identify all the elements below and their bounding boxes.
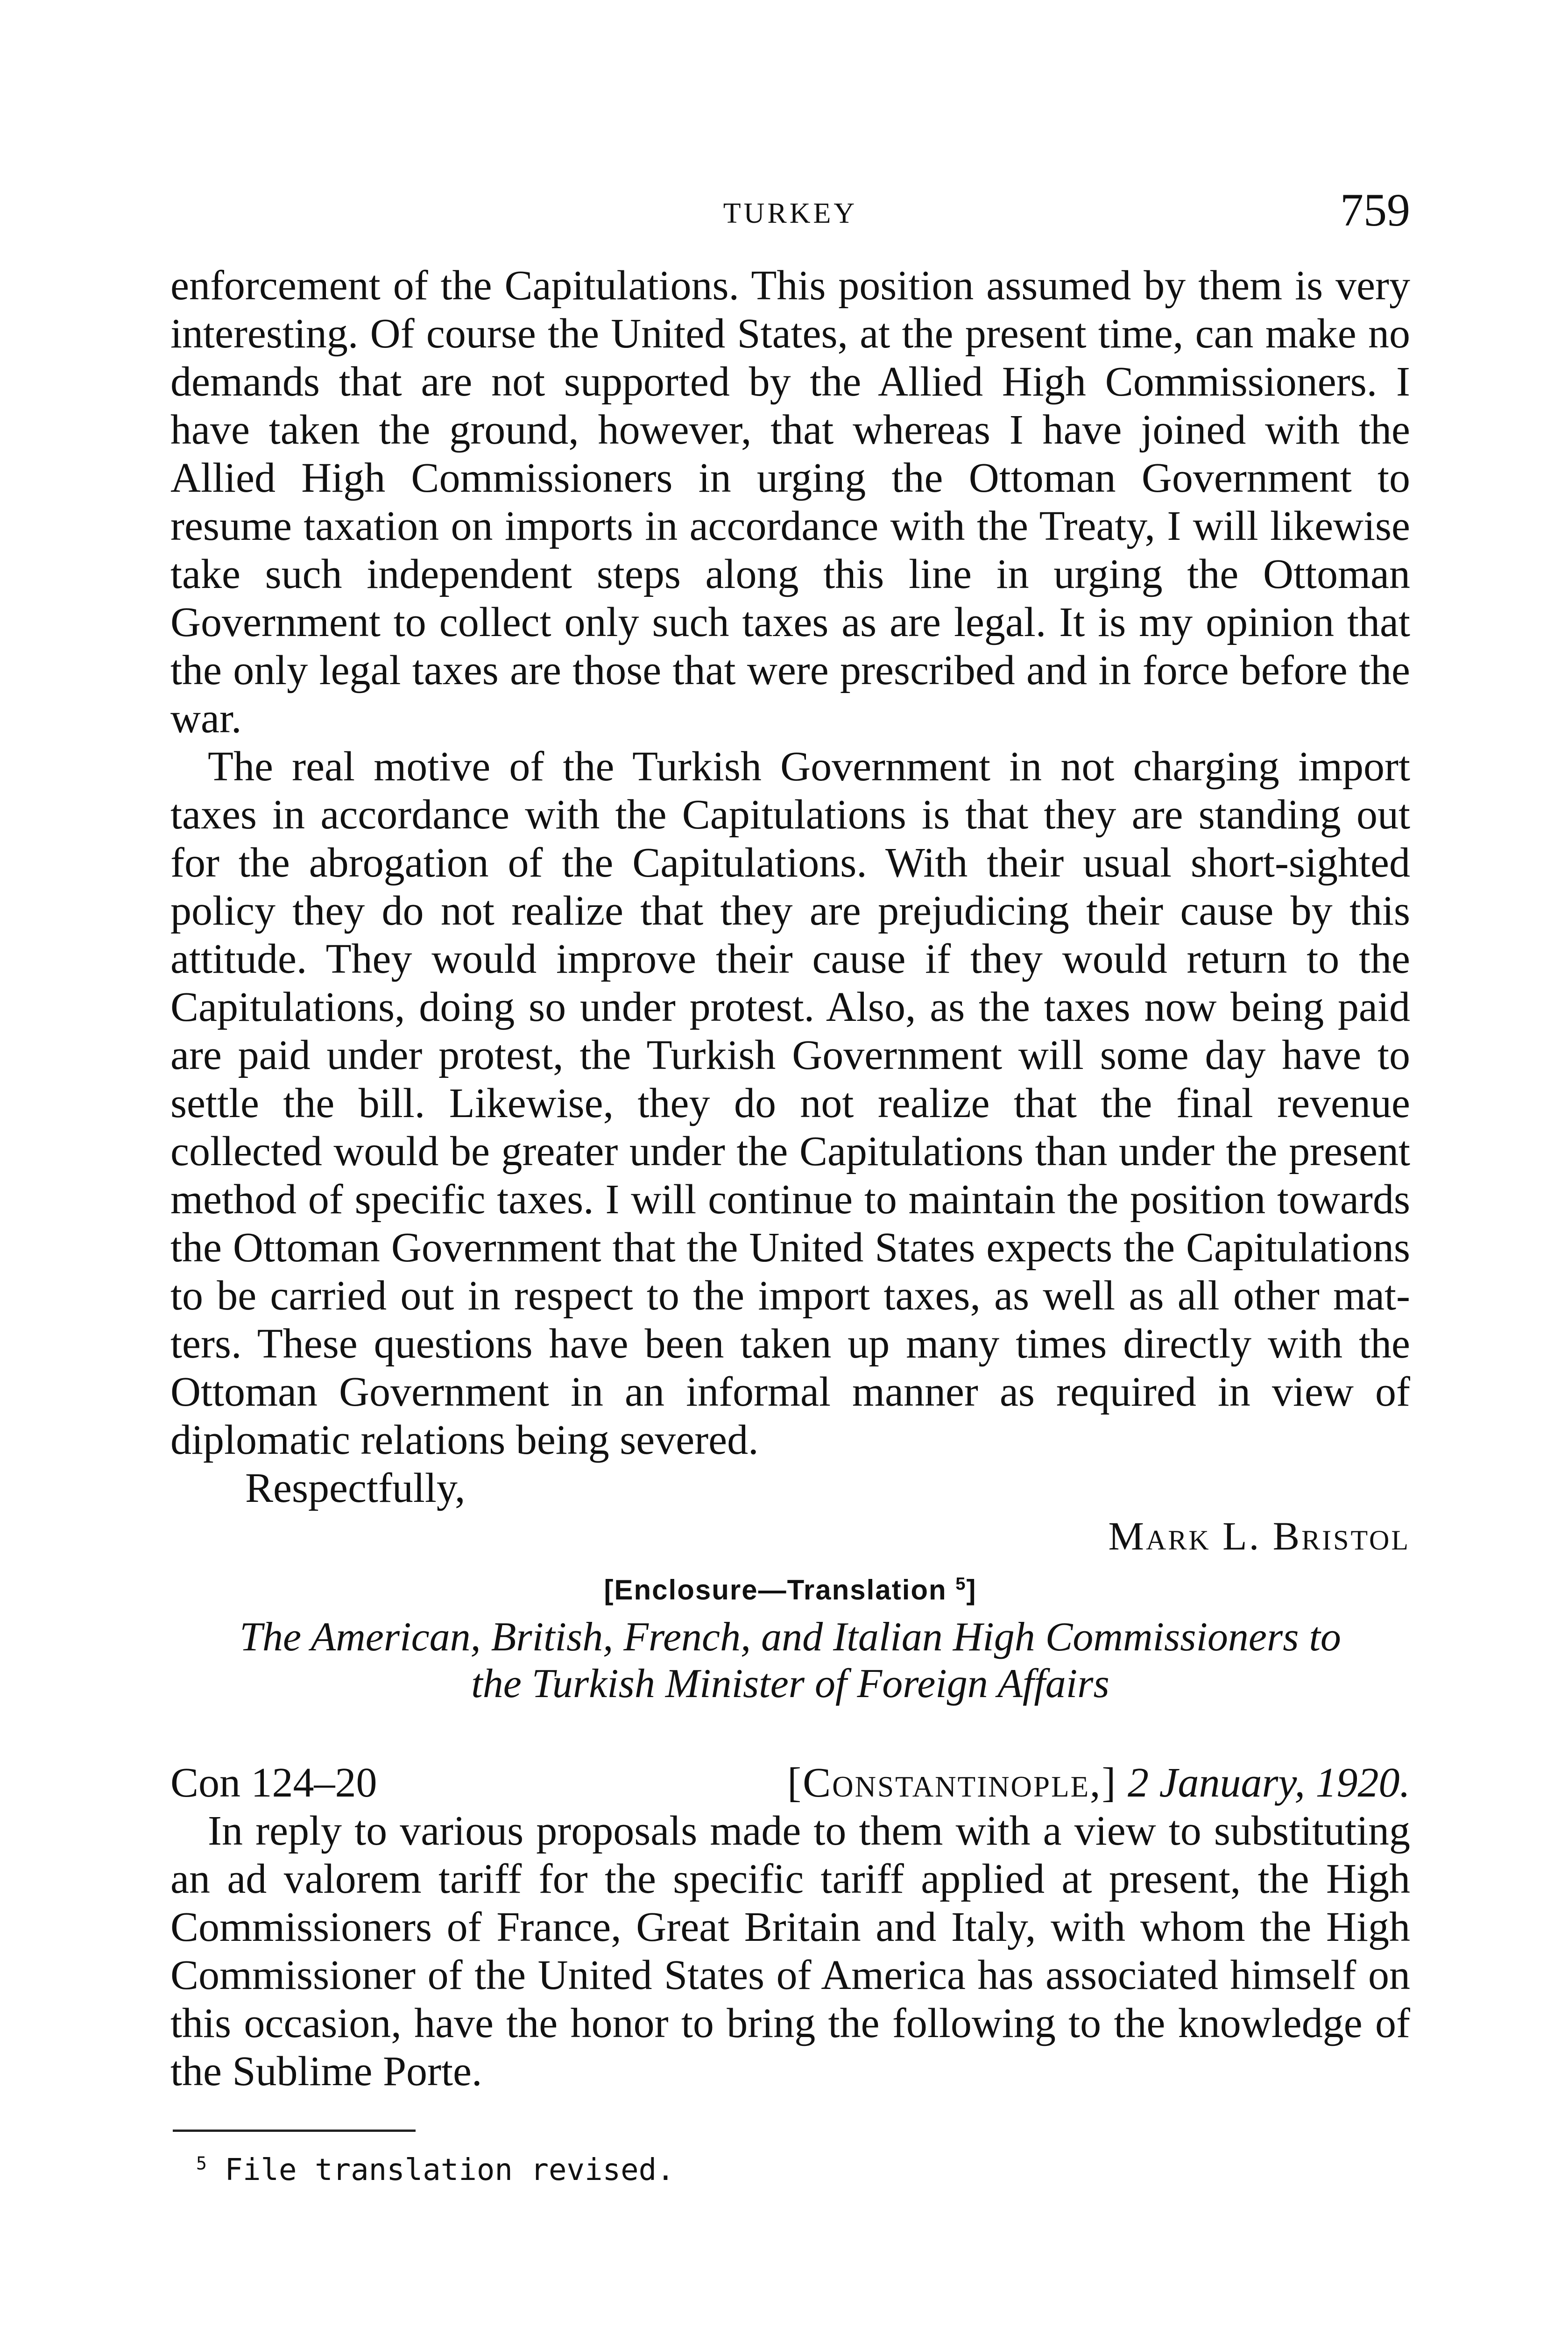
footnote [196, 2153, 675, 2187]
place-and-date [787, 1759, 1410, 1807]
body-paragraph-2: The real motive of the Turkish Government in not charging import taxes in accordance with the Capitulations is that they are standing out for the abrogation of the Capitulations. With their usual short-sighted policy they do not realize that they are prejudicing their cause by this attitude. They would improve their cause if they would return to the Capitulations, doing so under protest. Also, as the taxes now being paid are paid under protest, the Turkish Government will some day have to settle the bill. Likewise, they do not realize that the final revenue collected would be greater under the Capitulations than under the present method of specific taxes. I will continue to maintain the position towards the Ottoman Government that the United States expects the Capitulations to be carried out in respect to the import taxes, as well as all other matters. These questions have been taken up many times directly with the Ottoman Government in an informal manner as required in view of diplomatic relations being severed. [170, 743, 1410, 1463]
date: 2 January, 1920. [1128, 1760, 1410, 1806]
body-paragraph-1: enforcement of the Capitulations. This position assumed by them is very interesting. Of course the United States, at the present time, can make no demands that are not supported by the Allied High Commissioners. I have taken the ground, however, that whereas I have joined with the Allied High Commissioners in urging the Ottoman Government to resume taxation on imports in accordance with the Treaty, I will likewise take such independent steps along this line in urging the Ottoman Government to collect only such taxes as are legal. It is my opinion that the only legal taxes are those that were prescribed and in force before the war. [170, 262, 1410, 742]
enclosure-footnote-mark: 5 [955, 1574, 967, 1594]
reference-number: Con 124–20 [170, 1760, 377, 1806]
running-head: TURKEY [723, 198, 858, 229]
enclosure-title [170, 1614, 1410, 1707]
signature: Mark L. Bristol [1108, 1514, 1410, 1558]
enclosure-note-close: ] [966, 1574, 977, 1606]
footnote-rule [173, 2130, 416, 2132]
footnote-text: File translation revised. [225, 2153, 675, 2187]
enclosure-note [170, 1560, 1410, 1614]
footnote-mark: 5 [196, 2153, 207, 2174]
page-header [170, 183, 1410, 239]
body-text [170, 262, 1410, 2095]
dateline [170, 1759, 1410, 1807]
page-number: 759 [1340, 184, 1410, 236]
enclosure-note-text: [Enclosure—Translation [604, 1574, 947, 1606]
enclosure-title-line-1: The American, British, French, and Italian High Commissioners to [240, 1614, 1341, 1660]
enclosure-paragraph: In reply to various proposals made to them with a view to substituting an ad valorem tariff for the specific tariff applied at present, the High Commissioners of France, Great Britain and Italy, with whom the High Commissioner of the United States of America has associated himself on this occasion, have the honor to bring the following to the knowledge of the Sublime Porte. [170, 1808, 1410, 2094]
place: [Constantinople,] [787, 1760, 1117, 1806]
enclosure-title-line-2: the Turkish Minister of Foreign Affairs [471, 1661, 1109, 1706]
closing-salutation: Respectfully, [245, 1465, 466, 1511]
